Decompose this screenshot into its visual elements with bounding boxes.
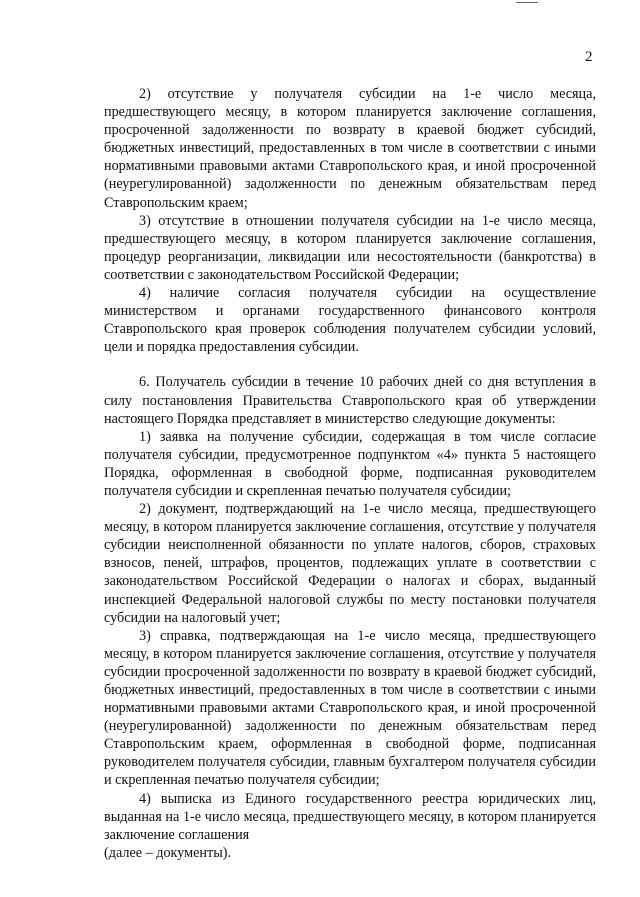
paragraph-documents-note: (далее – документы).	[104, 844, 232, 861]
paragraph-document-3: 3) справка, подтверждающая на 1-е число месяца, предшествующего месяцу, в котором планируется заключение соглашения, отсутствие у получателя субсидии просроченной задолженности по возврату в краевой бюджет субсидий, бюджетных инвестиций, предоставленных в том числе в соответствии с иными нормативными правовыми актами Ставропольского края, и иной просроченной (неурегулированной) задолженности по денежным обязательствам перед Ставропольским краем, оформленная в свободной форме, подписанная руководителем получателя субсидии, главным бухгалтером получателя субсидии и скрепленная печатью получателя субсидии;	[104, 627, 596, 789]
top-edge-mark	[516, 2, 538, 3]
paragraph-document-1: 1) заявка на получение субсидии, содержащая в том числе согласие получателя субсидии, предусмотренное подпунктом «4» пункта 5 настоящего Порядка, оформленная в свободной форме, подписанная руководителем получателя субсидии и скрепленная печатью получателя субсидии;	[104, 428, 596, 499]
paragraph-document-4: 4) выписка из Единого государственного реестра юридических лиц, выданная на 1-е число месяца, предшествующего месяцу, в котором планируется заключение соглашения	[104, 790, 596, 843]
paragraph-condition-3: 3) отсутствие в отношении получателя субсидии на 1-е число месяца, предшествующего месяцу, в котором планируется заключение соглашения, процедур реорганизации, ликвидации или несостоятельности (банкротства) в соответствии с законодательством Российской Федерации;	[104, 212, 596, 283]
paragraph-condition-4: 4) наличие согласия получателя субсидии на осуществление министерством и органами государственного финансового контроля Ставропольского края проверок соблюдения получателем субсидии условий, цели и порядка предоставления субсидии.	[104, 285, 596, 356]
page-number: 2	[585, 49, 593, 65]
paragraph-condition-2: 2) отсутствие у получателя субсидии на 1-е число месяца, предшествующего месяцу, в котором планируется заключение соглашения, просроченной задолженности по возврату в краевой бюджет субсидий, бюджетных инвестиций, предоставленных в том числе в соответствии с иными нормативными правовыми актами Ставропольского края, и иной просроченной (неурегулированной) задолженности по денежным обязательствам перед Ставропольским краем;	[104, 86, 596, 211]
document-body	[104, 85, 596, 862]
paragraph-section-6: 6. Получатель субсидии в течение 10 рабочих дней со дня вступления в силу постановления Правительства Ставропольского края об утверждении настоящего Порядка представляет в министерство следующие документы:	[104, 374, 596, 427]
paragraph-document-2: 2) документ, подтверждающий на 1-е число месяца, предшествующего месяцу, в котором планируется заключение соглашения, отсутствие у получателя субсидии неисполненной обязанности по уплате налогов, сборов, страховых взносов, пеней, штрафов, процентов, подлежащих уплате в соответствии с законодательством Российской Федерации о налогах и сборах, выданный инспекцией Федеральной налоговой службы по месту постановки получателя субсидии на налоговый учет;	[104, 501, 596, 626]
